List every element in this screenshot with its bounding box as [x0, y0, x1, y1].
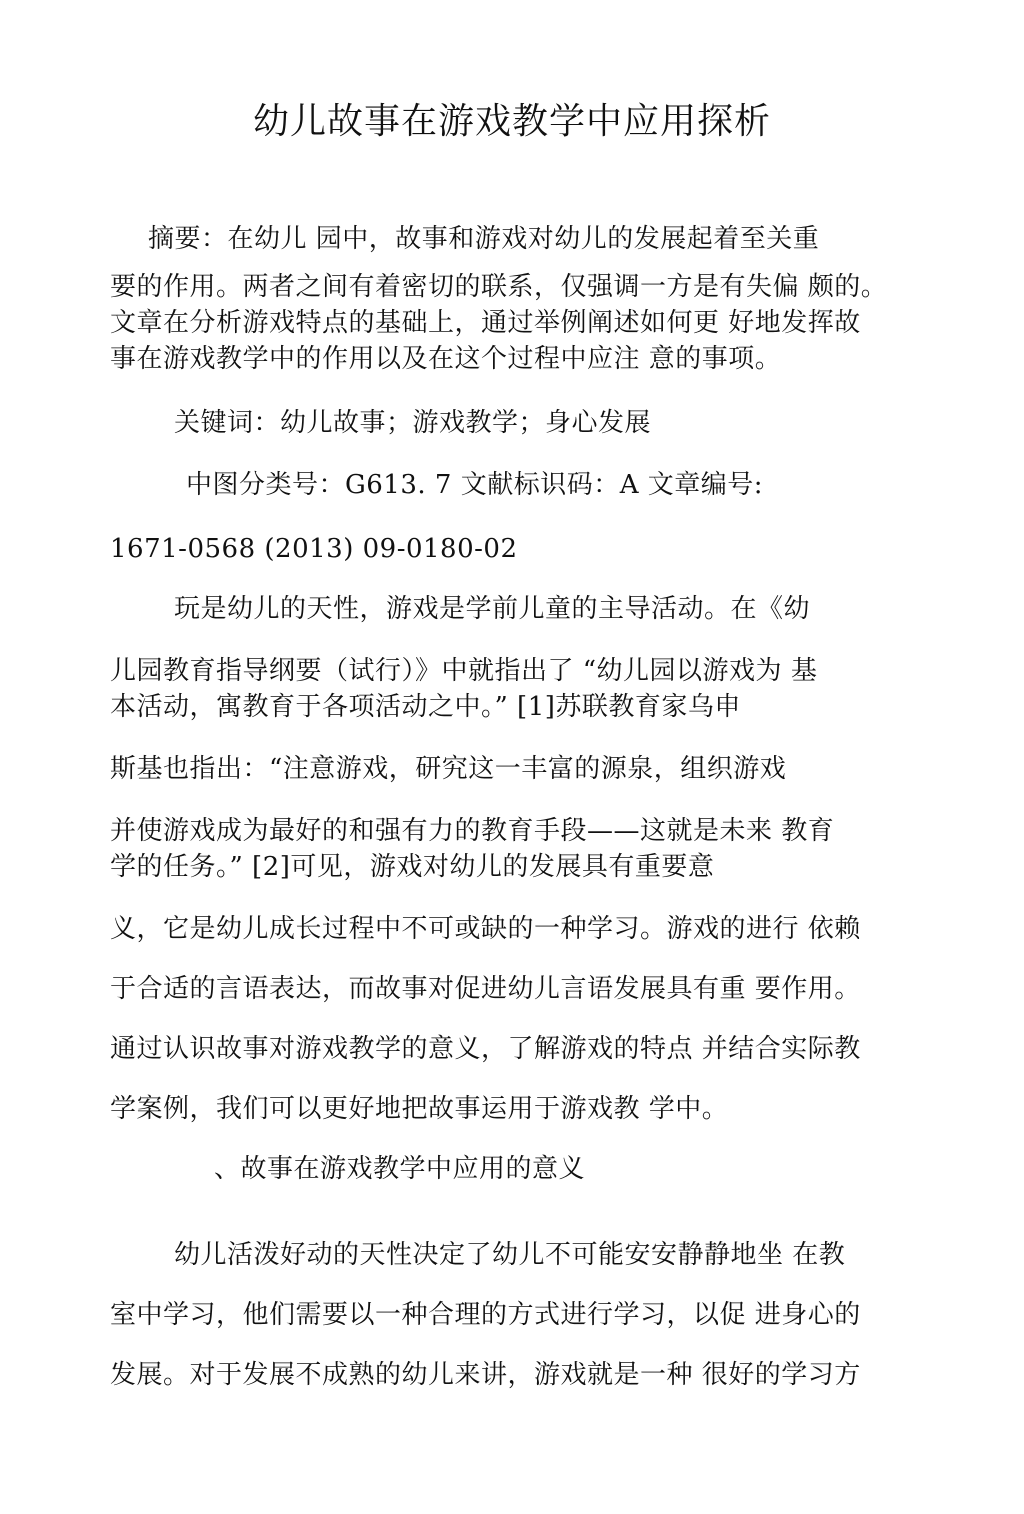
- abstract-line-3: 文章在分析游戏特点的基础上，通过举例阐述如何更 好地发挥故: [110, 308, 861, 338]
- document-title: 幼儿故事在游戏教学中应用探析: [252, 101, 771, 142]
- section-line-1: 幼儿活泼好动的天性决定了幼儿不可能安安静静地坐 在教: [174, 1240, 846, 1270]
- classification-line: 中图分类号：G613. 7 文献标识码：A 文章编号:: [186, 470, 764, 500]
- section-line-3: 发展。对于发展不成熟的幼儿来讲，游戏就是一种 很好的学习方: [110, 1360, 861, 1390]
- abstract-line-4: 事在游戏教学中的作用以及在这个过程中应注 意的事项。: [110, 344, 782, 374]
- body-line-7: 义，它是幼儿成长过程中不可或缺的一种学习。游戏的进行 依赖: [110, 914, 861, 944]
- body-line-5: 并使游戏成为最好的和强有力的教育手段——这就是未来 教育: [110, 816, 835, 846]
- body-line-9: 通过认识故事对游戏教学的意义，了解游戏的特点 并结合实际教: [110, 1034, 861, 1064]
- body-line-8: 于合适的言语表达，而故事对促进幼儿言语发展具有重 要作用。: [110, 974, 861, 1004]
- keywords-line: 关键词：幼儿故事；游戏教学；身心发展: [174, 408, 652, 438]
- abstract-line-1: 摘要：在幼儿 园中，故事和游戏对幼儿的发展起着至关重: [148, 224, 820, 254]
- body-line-10: 学案例，我们可以更好地把故事运用于游戏教 学中。: [110, 1094, 729, 1124]
- body-line-1: 玩是幼儿的天性，游戏是学前儿童的主导活动。在《幼: [174, 594, 811, 624]
- body-line-2: 儿园教育指导纲要（试行）》中就指出了 “幼儿园以游戏为 基: [110, 656, 818, 686]
- body-line-3: 本活动，寓教育于各项活动之中。” [1]苏联教育家乌申: [110, 692, 741, 722]
- section-line-2: 室中学习，他们需要以一种合理的方式进行学习，以促 进身心的: [110, 1300, 861, 1330]
- article-number-line: 1671-0568 (2013) 09-0180-02: [110, 534, 518, 564]
- body-line-4: 斯基也指出：“注意游戏，研究这一丰富的源泉，组织游戏: [110, 754, 787, 784]
- section-heading: 、故事在游戏教学中应用的意义: [214, 1154, 586, 1184]
- body-line-6: 学的任务。” [2]可见，游戏对幼儿的发展具有重要意: [110, 852, 715, 882]
- abstract-line-2: 要的作用。两者之间有着密切的联系，仅强调一方是有失偏 颇的。: [110, 272, 888, 302]
